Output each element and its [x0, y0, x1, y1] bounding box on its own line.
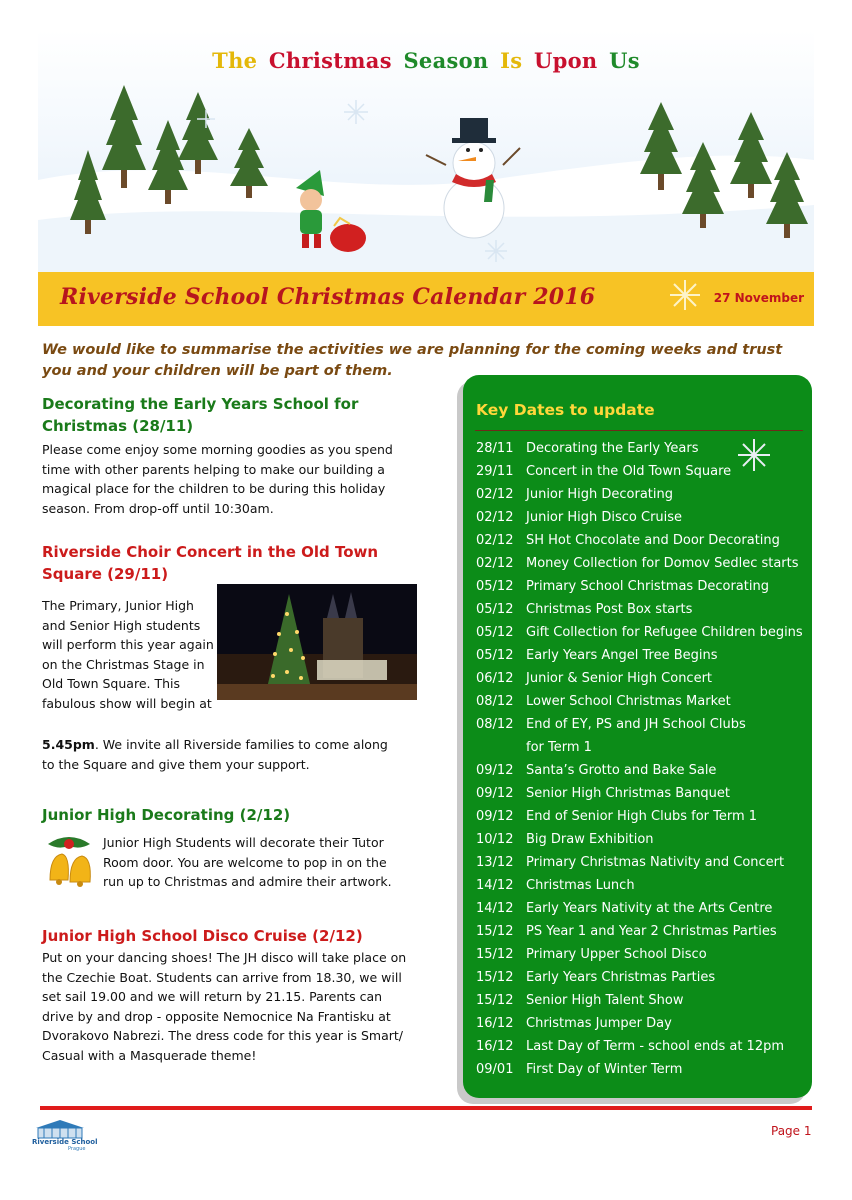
key-date-row — [476, 441, 698, 456]
key-date-date: 06/12 — [476, 671, 514, 686]
article-heading: Riverside Choir Concert in the Old Town Square (29/11) — [42, 543, 379, 583]
key-date-date: 13/12 — [476, 855, 514, 870]
key-dates-title: Key Dates to update — [476, 401, 655, 419]
key-date-row — [476, 740, 592, 755]
logo-text: Riverside School — [32, 1138, 98, 1146]
banner-title-word: Us — [609, 48, 640, 73]
key-date-date: 05/12 — [476, 625, 514, 640]
key-date-row — [476, 510, 682, 525]
key-date-event: SH Hot Chocolate and Door Decorating — [526, 533, 780, 548]
banner-title — [38, 48, 814, 73]
calendar-title: Riverside School Christmas Calendar 2016 — [60, 284, 596, 310]
key-date-event: End of EY, PS and JH School Clubs — [526, 717, 746, 732]
key-date-date: 16/12 — [476, 1039, 514, 1054]
key-date-date: 10/12 — [476, 832, 514, 847]
key-date-row — [476, 648, 718, 663]
key-date-event: Last Day of Term - school ends at 12pm — [526, 1039, 785, 1054]
school-logo — [28, 1118, 98, 1152]
key-date-date: 14/12 — [476, 901, 514, 916]
key-date-row — [476, 487, 673, 502]
key-date-date: 05/12 — [476, 579, 514, 594]
key-date-row — [476, 924, 777, 939]
key-date-event: Primary Christmas Nativity and Concert — [526, 855, 785, 870]
key-date-date: 09/12 — [476, 763, 514, 778]
key-date-date: 02/12 — [476, 487, 514, 502]
key-date-event: Early Years Christmas Parties — [526, 970, 716, 985]
key-date-event: Senior High Christmas Banquet — [526, 786, 730, 801]
key-date-row — [476, 556, 799, 571]
old-town-square-photo — [217, 584, 417, 700]
key-date-date: 14/12 — [476, 878, 514, 893]
key-date-row — [476, 671, 712, 686]
key-date-event: Junior High Disco Cruise — [526, 510, 683, 525]
key-date-event: Decorating the Early Years — [526, 441, 699, 456]
article-choir-concert — [42, 541, 402, 585]
key-date-date: 09/12 — [476, 786, 514, 801]
key-date-row — [476, 1039, 784, 1054]
key-date-row — [476, 947, 707, 962]
key-date-row — [476, 717, 746, 732]
key-date-event: Lower School Christmas Market — [526, 694, 731, 709]
snowflake-icon — [736, 437, 772, 473]
concert-time: 5.45pm — [42, 737, 95, 752]
christmas-bells-icon — [40, 830, 98, 888]
key-date-event: Gift Collection for Refugee Children begins — [526, 625, 803, 640]
article-heading: Junior High School Disco Cruise (2/12) — [42, 927, 363, 945]
key-date-row — [476, 878, 635, 893]
key-date-row — [476, 602, 692, 617]
key-date-event: for Term 1 — [526, 740, 592, 755]
key-date-row — [476, 1016, 672, 1031]
banner-title-word: Christmas — [268, 48, 392, 73]
key-date-event: Junior & Senior High Concert — [526, 671, 713, 686]
key-date-date: 09/12 — [476, 809, 514, 824]
article-body: Please come enjoy some morning goodies as you spend time with other parents helping to make our building a magical place for the children to be during this holiday season. From drop-off until 10:30am. — [42, 442, 393, 516]
banner-title-word: Season — [403, 48, 489, 73]
key-date-date: 15/12 — [476, 993, 514, 1008]
key-date-row — [476, 855, 784, 870]
key-date-event: End of Senior High Clubs for Term 1 — [526, 809, 758, 824]
key-date-date: 15/12 — [476, 947, 514, 962]
key-date-event: Santa’s Grotto and Bake Sale — [526, 763, 717, 778]
key-dates-divider — [475, 430, 803, 431]
key-date-row — [476, 809, 757, 824]
choir-body-text-end: . We invite all Riverside families to come along to the Square and give them your support. — [42, 737, 388, 772]
key-date-date: 02/12 — [476, 556, 514, 571]
key-date-row — [476, 763, 716, 778]
article-jh-decorating — [42, 804, 402, 826]
key-date-date: 15/12 — [476, 970, 514, 985]
banner-title-word: The — [212, 48, 258, 73]
banner-title-word: Is — [500, 48, 523, 73]
article-body-continued — [42, 735, 402, 774]
key-date-date: 09/01 — [476, 1062, 514, 1077]
logo-sub: Prague — [68, 1146, 86, 1152]
header-banner — [38, 30, 814, 272]
key-date-event: Christmas Jumper Day — [526, 1016, 672, 1031]
article-body: Put on your dancing shoes! The JH disco will take place on the Czechie Boat. Students can arrive from 18.30, we will set sail 19.00 and we will return by 21.15. Parents can drive by and drop - opposite Nemocnice Na Frantisku at Dvorakovo Nabrezi. The dress code for this year is Smart/ Casual with a Masquerade theme! — [42, 950, 407, 1063]
key-date-row — [476, 832, 654, 847]
key-date-date: 28/11 — [476, 441, 514, 456]
key-date-date: 08/12 — [476, 717, 514, 732]
key-date-row — [476, 579, 769, 594]
issue-date: 27 November — [713, 291, 804, 305]
key-date-date: 05/12 — [476, 648, 514, 663]
key-date-date: 02/12 — [476, 533, 514, 548]
key-date-event: Concert in the Old Town Square — [526, 464, 732, 479]
key-date-date: 08/12 — [476, 694, 514, 709]
key-date-row — [476, 694, 731, 709]
key-date-date: 05/12 — [476, 602, 514, 617]
intro-text: We would like to summarise the activities we are planning for the coming weeks and trust you and your children will be part of them. — [42, 342, 783, 379]
key-date-event: Big Draw Exhibition — [526, 832, 654, 847]
article-heading: Junior High Decorating (2/12) — [42, 806, 291, 824]
page-number: Page 1 — [771, 1124, 812, 1138]
choir-body-text: The Primary, Junior High and Senior High students will perform this year again on the Christmas Stage in Old Town Square. This fabulous show will begin at — [42, 598, 214, 711]
key-date-row — [476, 464, 731, 479]
key-date-row — [476, 786, 730, 801]
article-decorating-early-years — [42, 393, 402, 518]
key-date-event: Money Collection for Domov Sedlec starts — [526, 556, 799, 571]
key-date-row — [476, 625, 803, 640]
key-date-row — [476, 1062, 682, 1077]
key-date-event: Early Years Nativity at the Arts Centre — [526, 901, 773, 916]
key-date-row — [476, 901, 772, 916]
footer-divider — [40, 1106, 812, 1110]
key-date-date: 16/12 — [476, 1016, 514, 1031]
article-body — [42, 596, 214, 713]
key-date-date: 02/12 — [476, 510, 514, 525]
key-date-event: Christmas Post Box starts — [526, 602, 693, 617]
title-bar — [38, 272, 814, 326]
key-date-event: Early Years Angel Tree Begins — [526, 648, 718, 663]
key-dates-panel — [463, 375, 812, 1098]
snowflake-icon — [668, 278, 702, 312]
key-date-date: 29/11 — [476, 464, 514, 479]
key-date-event: Primary School Christmas Decorating — [526, 579, 769, 594]
key-date-date: 15/12 — [476, 924, 514, 939]
key-date-event: Senior High Talent Show — [526, 993, 684, 1008]
key-date-event: PS Year 1 and Year 2 Christmas Parties — [526, 924, 777, 939]
key-date-row — [476, 993, 683, 1008]
article-body: Junior High Students will decorate their Tutor Room door. You are welcome to pop in on the run up to Christmas and admire their artwork. — [103, 835, 392, 889]
key-date-event: Christmas Lunch — [526, 878, 635, 893]
key-date-event: Junior High Decorating — [526, 487, 673, 502]
key-date-row — [476, 533, 780, 548]
key-date-event: Primary Upper School Disco — [526, 947, 707, 962]
banner-title-word: Upon — [533, 48, 598, 73]
key-date-event: First Day of Winter Term — [526, 1062, 683, 1077]
article-heading: Decorating the Early Years School for Christmas (28/11) — [42, 395, 359, 435]
article-disco-cruise — [42, 925, 412, 1065]
key-date-row — [476, 970, 715, 985]
